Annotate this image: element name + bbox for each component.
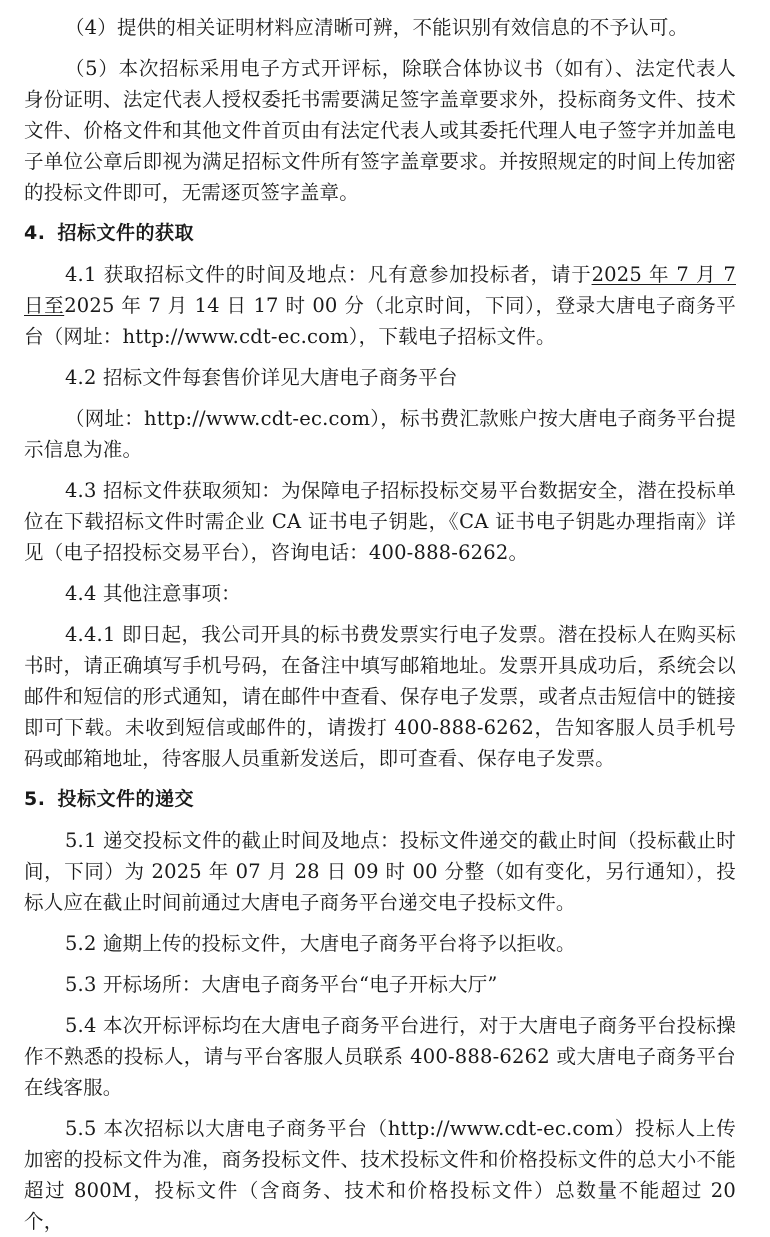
paragraph-4-2: 4.2 招标文件每套售价详见大唐电子商务平台 (64, 366, 458, 389)
paragraph-4-4: 4.4 其他注意事项： (64, 582, 241, 605)
paragraph-4-3: 4.3 招标文件获取须知：为保障电子招标投标交易平台数据安全，潜在投标单位在下载招标文件时需企业 CA 证书电子钥匙，《CA 证书电子钥匙办理指南》详见（电子招投标交易平台），咨询电话：400-888-6262。 (24, 479, 736, 564)
underlined-date: 2025 年 7 月 7 日至 (24, 263, 736, 317)
paragraph-item-4: （4）提供的相关证明材料应清晰可辨，不能识别有效信息的不予认可。 (64, 16, 689, 39)
paragraph-5-1: 5.1 递交投标文件的截止时间及地点：投标文件递交的截止时间（投标截止时间，下同）为 2025 年 07 月 28 日 09 时 00 分整（如有变化，另行通知），投标人应在截止时间前通过大唐电子商务平台递交电子投标文件。 (24, 829, 736, 914)
section-number-5: 5. (24, 788, 46, 810)
paragraph-4-1-lead: 4.1 获取招标文件的时间及地点：凡有意参加投标者，请于 (64, 263, 592, 286)
paragraph-5-2: 5.2 逾期上传的投标文件，大唐电子商务平台将予以拒收。 (64, 932, 576, 955)
section-heading-5 (24, 784, 736, 815)
paragraph-4-2-continued: （网址：http://www.cdt-ec.com），标书费汇款账户按大唐电子商务平台提示信息为准。 (24, 407, 736, 461)
paragraph-4-1-rest: 2025 年 7 月 14 日 17 时 00 分（北京时间，下同），登录大唐电子商务平台（网址：http://www.cdt-ec.com），下载电子招标文件。 (24, 294, 736, 348)
section-title-5: 投标文件的递交 (57, 788, 194, 810)
section-number-4: 4. (24, 222, 46, 244)
paragraph-5-5: 5.5 本次招标以大唐电子商务平台（http://www.cdt-ec.com）投标人上传加密的投标文件为准，商务投标文件、技术投标文件和价格投标文件的总大小不能超过 800M，投标文件（含商务、技术和价格投标文件）总数量不能超过 20 个， (24, 1117, 736, 1233)
paragraph-4-1 (24, 259, 736, 352)
paragraph-5-4: 5.4 本次开标评标均在大唐电子商务平台进行，对于大唐电子商务平台投标操作不熟悉的投标人，请与平台客服人员联系 400-888-6262 或大唐电子商务平台在线客服。 (24, 1014, 736, 1099)
paragraph-5-3: 5.3 开标场所：大唐电子商务平台“电子开标大厅” (64, 973, 498, 996)
section-title-4: 招标文件的获取 (57, 222, 194, 244)
paragraph-4-4-1: 4.4.1 即日起，我公司开具的标书费发票实行电子发票。潜在投标人在购买标书时，请正确填写手机号码，在备注中填写邮箱地址。发票开具成功后，系统会以邮件和短信的形式通知，请在邮件中查看、保存电子发票，或者点击短信中的链接即可下载。未收到短信或邮件的，请拨打 400-888-6262，告知客服人员手机号码或邮箱地址，待客服人员重新发送后，即可查看、保存电子发票。 (24, 623, 736, 770)
section-heading-4 (24, 218, 736, 249)
paragraph-item-5: （5）本次招标采用电子方式开评标，除联合体协议书（如有）、法定代表人身份证明、法定代表人授权委托书需要满足签字盖章要求外，投标商务文件、技术文件、价格文件和其他文件首页由有法定代表人或其委托代理人电子签字并加盖电子单位公章后即视为满足招标文件所有签字盖章要求。并按照规定的时间上传加密的投标文件即可，无需逐页签字盖章。 (24, 57, 736, 204)
